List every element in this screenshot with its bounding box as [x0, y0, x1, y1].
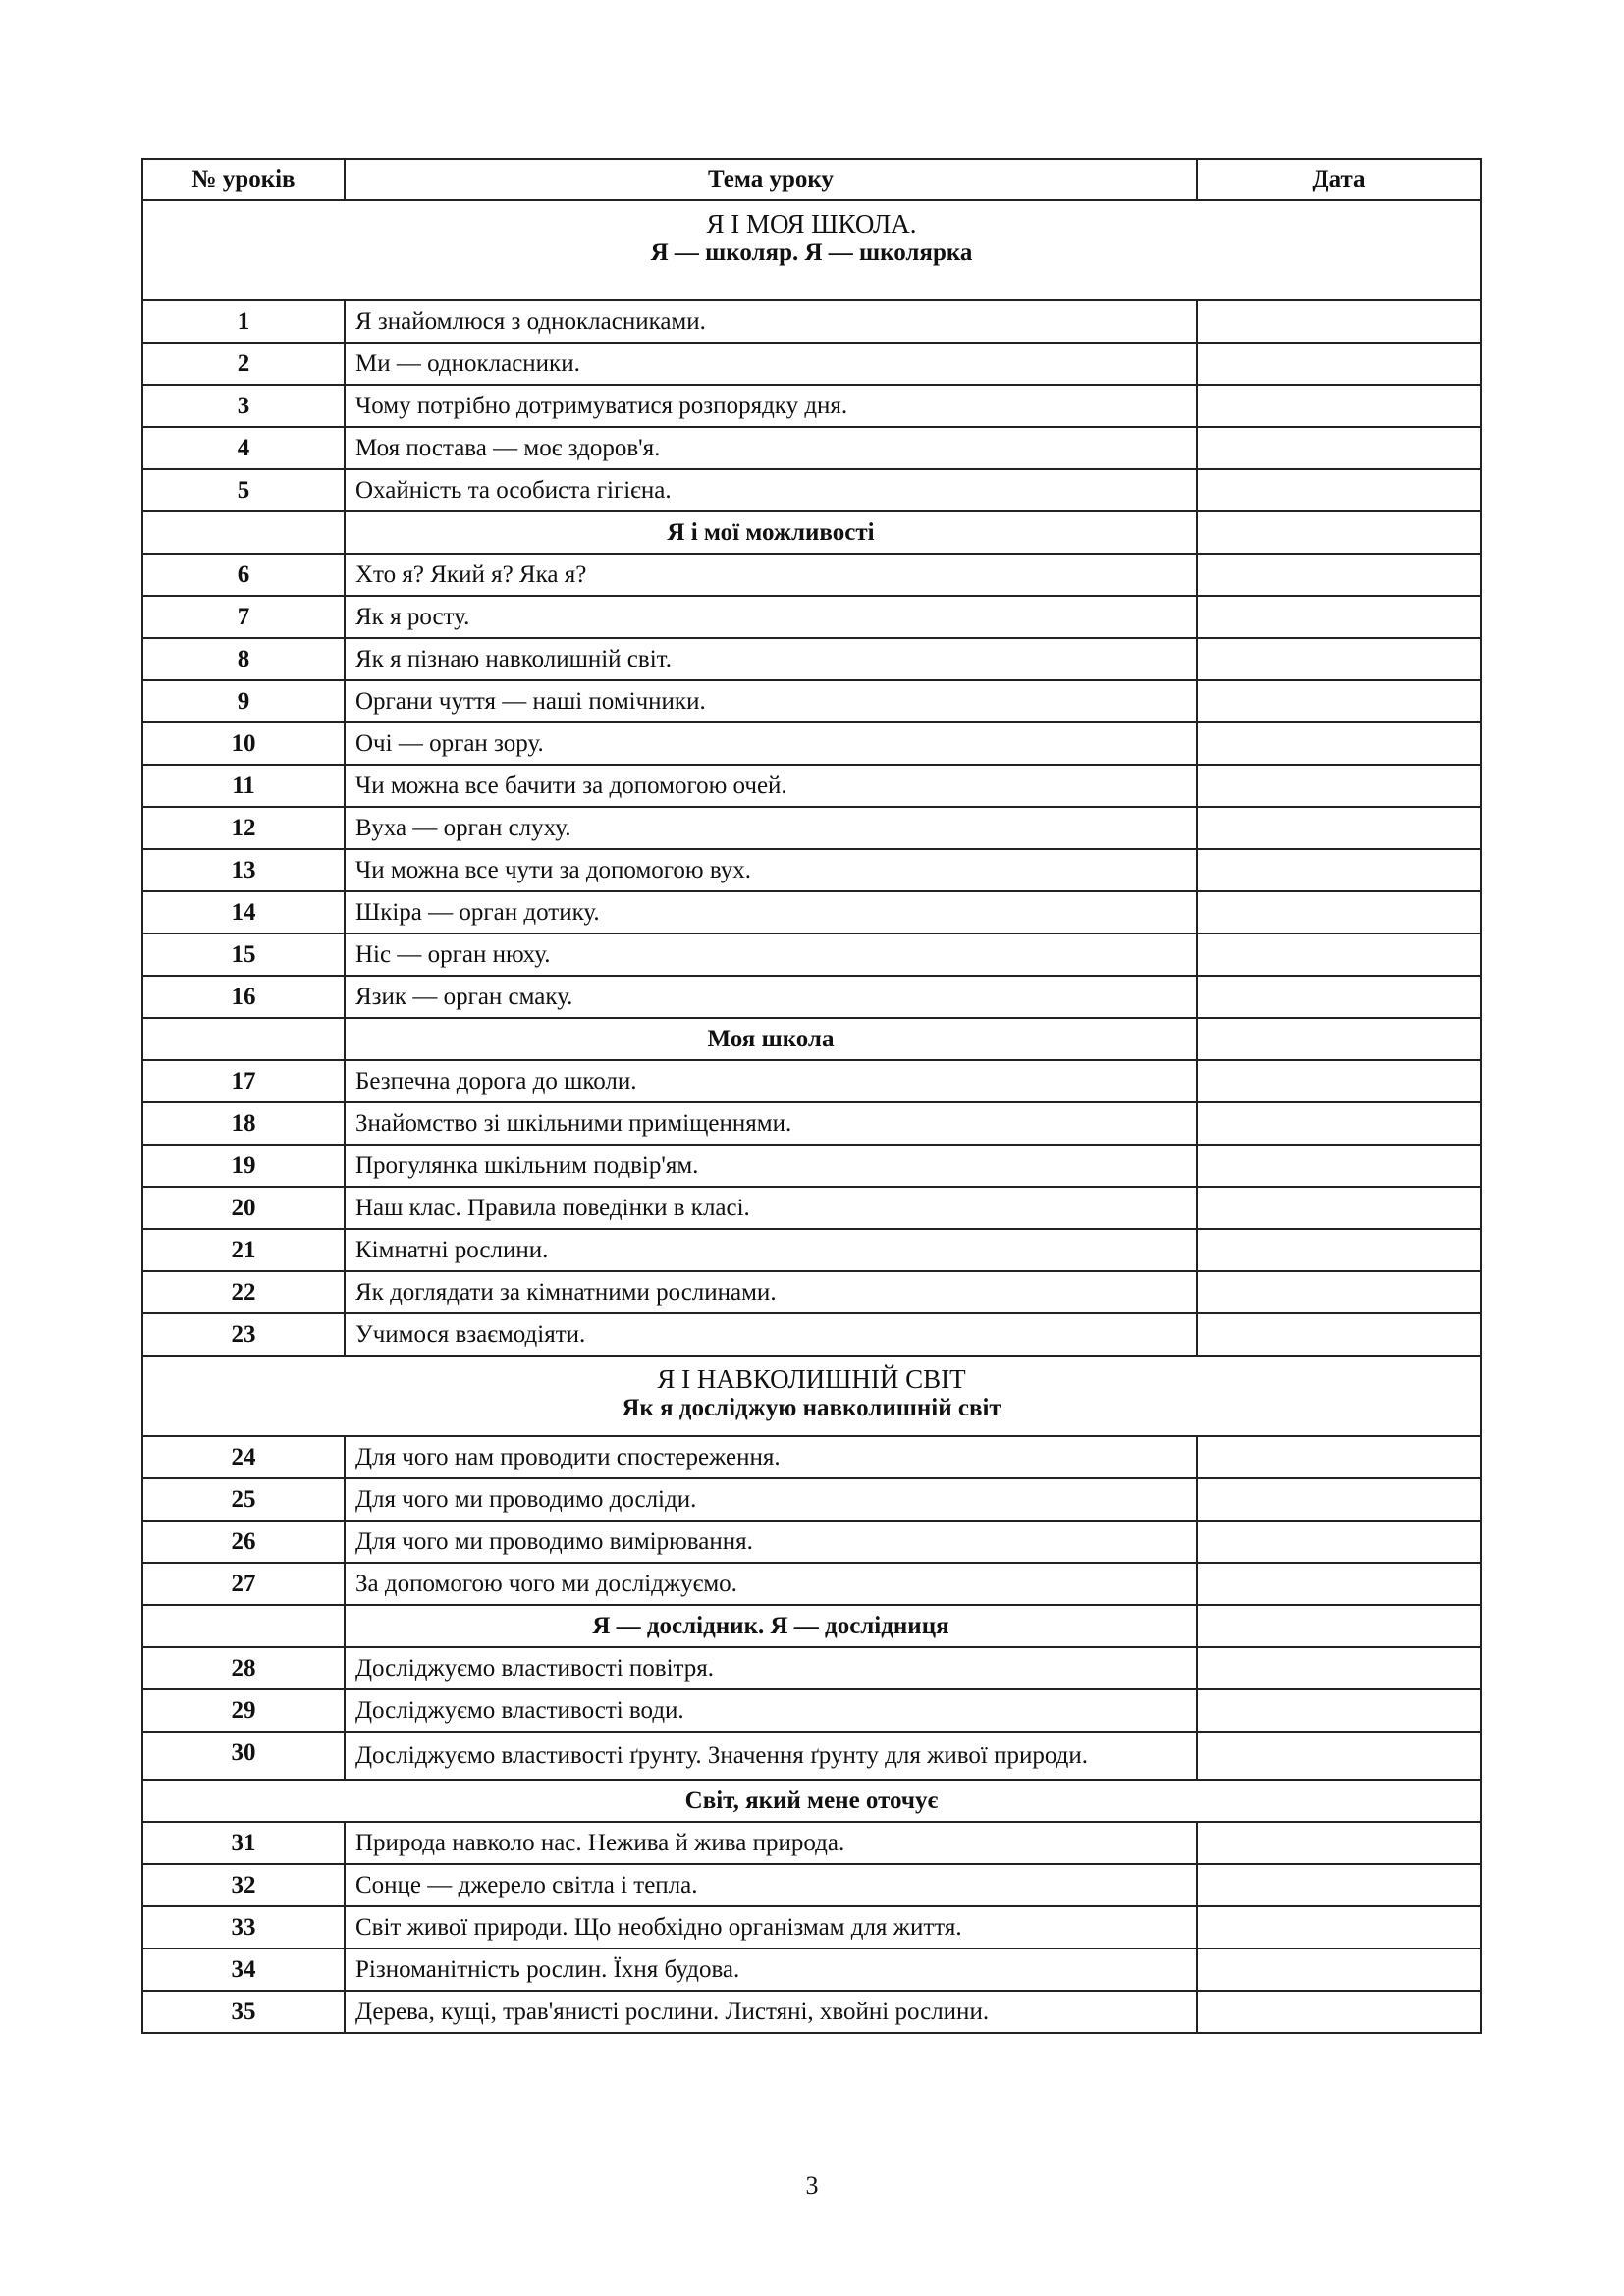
table-row [142, 1822, 1481, 1864]
lesson-number: 21 [142, 1229, 345, 1271]
subsection-title: Світ, який мене оточує [142, 1780, 1481, 1822]
lesson-number: 14 [142, 891, 345, 934]
date-cell[interactable] [1197, 1145, 1481, 1187]
lesson-number: 26 [142, 1521, 345, 1563]
lesson-topic: Як я пізнаю навколишній світ. [345, 638, 1197, 680]
table-row [142, 1313, 1481, 1356]
date-cell[interactable] [1197, 638, 1481, 680]
date-cell[interactable] [1197, 1991, 1481, 2033]
table-row [142, 1145, 1481, 1187]
date-cell[interactable] [1197, 1229, 1481, 1271]
lesson-topic: Моя постава — моє здоров'я. [345, 427, 1197, 469]
lesson-number: 30 [142, 1732, 345, 1780]
lesson-topic: Чи можна все бачити за допомогою очей. [345, 765, 1197, 807]
lesson-number: 13 [142, 849, 345, 891]
date-cell[interactable] [1197, 891, 1481, 934]
table-header-row [142, 159, 1481, 200]
table-row [142, 554, 1481, 596]
lesson-topic: Досліджуємо властивості води. [345, 1689, 1197, 1732]
date-cell[interactable] [1197, 469, 1481, 511]
lesson-topic: Для чого нам проводити спостереження. [345, 1436, 1197, 1478]
lesson-topic: Дерева, кущі, трав'янисті рослини. Листяні, хвойні рослини. [345, 1991, 1197, 2033]
lesson-number: 2 [142, 343, 345, 385]
lesson-plan-table [141, 158, 1482, 2034]
date-cell[interactable] [1197, 1018, 1481, 1060]
lesson-number-cell [142, 511, 345, 554]
lesson-number: 23 [142, 1313, 345, 1356]
table-row [142, 891, 1481, 934]
lesson-number: 29 [142, 1689, 345, 1732]
subsection-title: Моя школа [345, 1018, 1197, 1060]
lesson-number: 20 [142, 1187, 345, 1229]
table-row [142, 1102, 1481, 1145]
lesson-number: 35 [142, 1991, 345, 2033]
date-cell[interactable] [1197, 680, 1481, 722]
lesson-number: 5 [142, 469, 345, 511]
lesson-number: 25 [142, 1478, 345, 1521]
date-cell[interactable] [1197, 343, 1481, 385]
lesson-number: 19 [142, 1145, 345, 1187]
date-cell[interactable] [1197, 511, 1481, 554]
lesson-topic: Язик — орган смаку. [345, 976, 1197, 1018]
table-row [142, 1271, 1481, 1313]
lesson-topic: Для чого ми проводимо вимірювання. [345, 1521, 1197, 1563]
table-row [142, 1732, 1481, 1780]
lesson-topic: Я знайомлюся з однокласниками. [345, 300, 1197, 343]
lesson-topic: Для чого ми проводимо досліди. [345, 1478, 1197, 1521]
lesson-number: 17 [142, 1060, 345, 1102]
date-cell[interactable] [1197, 1949, 1481, 1991]
date-cell[interactable] [1197, 976, 1481, 1018]
date-cell[interactable] [1197, 1271, 1481, 1313]
header-date: Дата [1197, 159, 1481, 200]
section-subtitle: Як я досліджую навколишній світ [622, 1395, 1001, 1421]
subsection-title: Я — дослідник. Я — дослідниця [345, 1605, 1197, 1647]
table-row [142, 1689, 1481, 1732]
lesson-number-cell [142, 1605, 345, 1647]
date-cell[interactable] [1197, 1563, 1481, 1605]
table-row [142, 1478, 1481, 1521]
date-cell[interactable] [1197, 385, 1481, 427]
lesson-number: 4 [142, 427, 345, 469]
subsection-row [142, 1780, 1481, 1822]
lesson-topic: Сонце — джерело світла і тепла. [345, 1864, 1197, 1906]
lesson-number-cell [142, 1018, 345, 1060]
lesson-number: 18 [142, 1102, 345, 1145]
table-row [142, 596, 1481, 638]
lesson-number: 11 [142, 765, 345, 807]
table-row [142, 469, 1481, 511]
lesson-topic: Як доглядати за кімнатними рослинами. [345, 1271, 1197, 1313]
subsection-row [142, 1605, 1481, 1647]
lesson-topic: Природа навколо нас. Нежива й жива природа. [345, 1822, 1197, 1864]
lesson-topic: Безпечна дорога до школи. [345, 1060, 1197, 1102]
table-row [142, 1521, 1481, 1563]
lesson-number: 3 [142, 385, 345, 427]
lesson-number: 22 [142, 1271, 345, 1313]
date-cell[interactable] [1197, 1313, 1481, 1356]
date-cell[interactable] [1197, 807, 1481, 849]
table-row [142, 638, 1481, 680]
lesson-topic: Чому потрібно дотримуватися розпорядку дня. [345, 385, 1197, 427]
lesson-number: 28 [142, 1647, 345, 1689]
table-row [142, 1991, 1481, 2033]
lesson-number: 27 [142, 1563, 345, 1605]
lesson-topic: Наш клас. Правила поведінки в класі. [345, 1187, 1197, 1229]
lesson-topic: Ми — однокласники. [345, 343, 1197, 385]
lesson-topic: Ніс — орган нюху. [345, 934, 1197, 976]
date-cell[interactable] [1197, 1605, 1481, 1647]
lesson-topic: Кімнатні рослини. [345, 1229, 1197, 1271]
lesson-topic: Шкіра — орган дотику. [345, 891, 1197, 934]
table-row [142, 1060, 1481, 1102]
date-cell[interactable] [1197, 1906, 1481, 1949]
lesson-topic: Очі — орган зору. [345, 722, 1197, 765]
lesson-topic: Вуха — орган слуху. [345, 807, 1197, 849]
lesson-number: 12 [142, 807, 345, 849]
date-cell[interactable] [1197, 722, 1481, 765]
date-cell[interactable] [1197, 1102, 1481, 1145]
date-cell[interactable] [1197, 765, 1481, 807]
lesson-topic: Різноманітність рослин. Їхня будова. [345, 1949, 1197, 1991]
lesson-number: 31 [142, 1822, 345, 1864]
table-row [142, 680, 1481, 722]
lesson-topic: Органи чуття — наші помічники. [345, 680, 1197, 722]
lesson-number: 34 [142, 1949, 345, 1991]
lesson-topic: Знайомство зі шкільними приміщеннями. [345, 1102, 1197, 1145]
section-subtitle: Я — школяр. Я — школярка [650, 240, 973, 266]
date-cell[interactable] [1197, 934, 1481, 976]
table-body [142, 200, 1481, 2033]
subsection-row [142, 1018, 1481, 1060]
date-cell[interactable] [1197, 1060, 1481, 1102]
table-row [142, 1563, 1481, 1605]
lesson-topic: Охайність та особиста гігієна. [345, 469, 1197, 511]
lesson-number: 16 [142, 976, 345, 1018]
table-row [142, 1949, 1481, 1991]
date-cell[interactable] [1197, 1478, 1481, 1521]
section-title: Я І НАВКОЛИШНІЙ СВІТ [657, 1364, 966, 1394]
lesson-number: 9 [142, 680, 345, 722]
subsection-title: Я і мої можливості [345, 511, 1197, 554]
date-cell[interactable] [1197, 1689, 1481, 1732]
date-cell[interactable] [1197, 1647, 1481, 1689]
date-cell[interactable] [1197, 300, 1481, 343]
table-row [142, 385, 1481, 427]
lesson-number: 8 [142, 638, 345, 680]
lesson-topic: Учимося взаємодіяти. [345, 1313, 1197, 1356]
date-cell[interactable] [1197, 1864, 1481, 1906]
date-cell[interactable] [1197, 1187, 1481, 1229]
table-row [142, 1436, 1481, 1478]
lesson-topic: Чи можна все чути за допомогою вух. [345, 849, 1197, 891]
lesson-number: 6 [142, 554, 345, 596]
table-row [142, 300, 1481, 343]
table-row [142, 1229, 1481, 1271]
table-row [142, 343, 1481, 385]
lesson-topic: Як я росту. [345, 596, 1197, 638]
date-cell[interactable] [1197, 554, 1481, 596]
page-number: 3 [805, 2171, 819, 2200]
table-row [142, 1864, 1481, 1906]
date-cell[interactable] [1197, 427, 1481, 469]
table-row [142, 807, 1481, 849]
lesson-number: 33 [142, 1906, 345, 1949]
section-heading [142, 200, 1481, 300]
lesson-topic: За допомогою чого ми досліджуємо. [345, 1563, 1197, 1605]
lesson-topic: Досліджуємо властивості повітря. [345, 1647, 1197, 1689]
table-row [142, 722, 1481, 765]
section-heading [142, 1356, 1481, 1436]
lesson-topic: Світ живої природи. Що необхідно організмам для життя. [345, 1906, 1197, 1949]
date-cell[interactable] [1197, 1521, 1481, 1563]
lesson-number: 10 [142, 722, 345, 765]
header-lesson-topic: Тема уроку [345, 159, 1197, 200]
lesson-topic: Досліджуємо властивості ґрунту. Значення ґрунту для живої природи. [345, 1732, 1197, 1780]
date-cell[interactable] [1197, 596, 1481, 638]
lesson-topic: Прогулянка шкільним подвір'ям. [345, 1145, 1197, 1187]
table-row [142, 1187, 1481, 1229]
section-title: Я І МОЯ ШКОЛА. [706, 209, 917, 239]
table-row [142, 849, 1481, 891]
header-lesson-number: № уроків [142, 159, 345, 200]
section-row [142, 1356, 1481, 1436]
section-row [142, 200, 1481, 300]
date-cell[interactable] [1197, 1436, 1481, 1478]
table-row [142, 427, 1481, 469]
subsection-row [142, 511, 1481, 554]
table-row [142, 934, 1481, 976]
lesson-topic: Хто я? Який я? Яка я? [345, 554, 1197, 596]
table-row [142, 976, 1481, 1018]
table-row [142, 1647, 1481, 1689]
lesson-number: 32 [142, 1864, 345, 1906]
date-cell[interactable] [1197, 1732, 1481, 1780]
date-cell[interactable] [1197, 849, 1481, 891]
table-row [142, 765, 1481, 807]
lesson-number: 15 [142, 934, 345, 976]
table-row [142, 1906, 1481, 1949]
date-cell[interactable] [1197, 1822, 1481, 1864]
lesson-number: 7 [142, 596, 345, 638]
lesson-number: 1 [142, 300, 345, 343]
lesson-number: 24 [142, 1436, 345, 1478]
